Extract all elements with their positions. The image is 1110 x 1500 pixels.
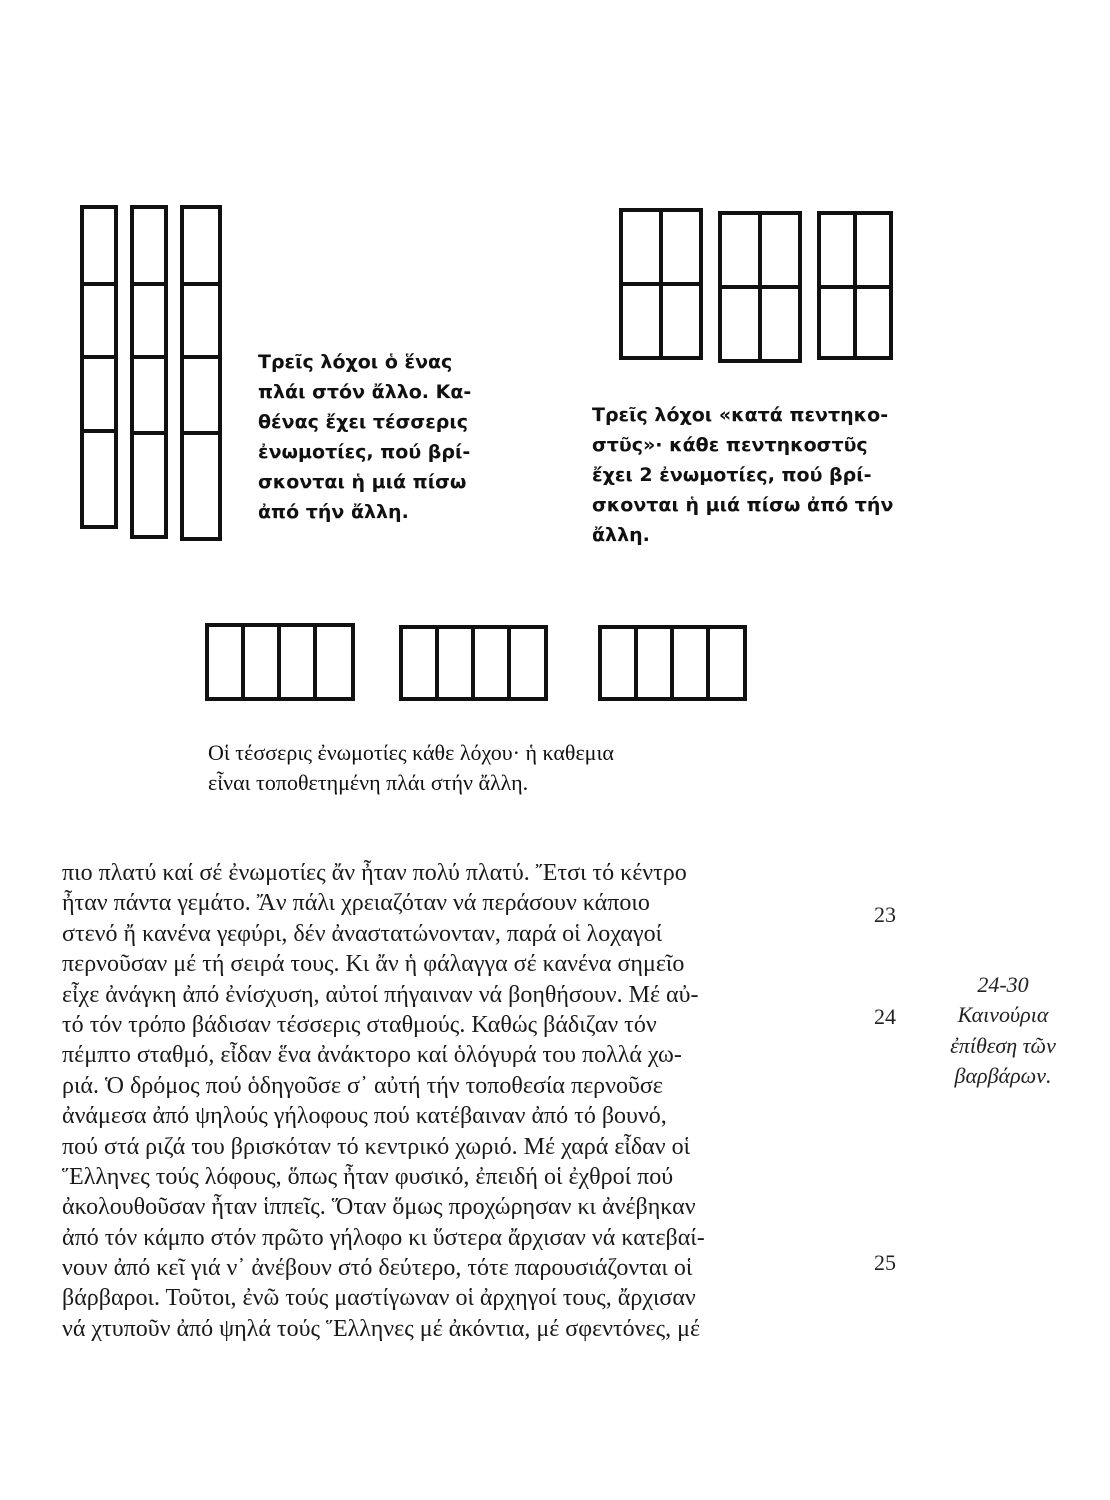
text-line: ριά. Ὁ δρόμος πού ὁδηγοῦσε σ᾽ αὐτή τήν τοποθεσία περνοῦσε: [62, 1072, 663, 1099]
caption-right: Τρεῖς λόχοι «κατά πεντηκο- στῦς»· κάθε πεντηκοστῦς ἔχει 2 ἐνωμοτίες, πού βρί- σκονται ἡ μιά πίσω ἀπό τήν ἄλλη.: [592, 404, 894, 546]
diagram-pentekostys-blocks: [615, 203, 900, 368]
body-text: [62, 858, 868, 1344]
text-line: εἶχε ἀνάγκη ἀπό ἐνίσχυση, αὐτοί πήγαιναν νά βοηθήσουν. Μέ αὐ-: [62, 981, 699, 1008]
diagram-side-by-side-blocks: [200, 617, 760, 707]
text-line: πέμπτο σταθμό, εἶδαν ἕνα ἀνάκτορο καί ὁλόγυρά του πολλά χω-: [62, 1042, 682, 1069]
text-line: νουν ἀπό κεῖ γιά ν᾽ ἀνέβουν στό δεύτερο, τότε παρουσιάζονται οἱ: [62, 1255, 693, 1282]
text-line: στενό ἤ κανένα γεφύρι, δέν ἀναστατώνονταν, παρά οἱ λοχαγοί: [62, 920, 663, 947]
text-line: βάρβαροι. Τοῦτοι, ἐνῶ τούς μαστίγωναν οἱ ἀρχηγοί τους, ἄρχισαν: [62, 1285, 696, 1312]
text-line: πού στά ριζά του βρισκόταν τό κεντρικό χωριό. Μέ χαρά εἶδαν οἱ: [62, 1133, 691, 1160]
column-3: [182, 207, 220, 539]
column-1: [82, 207, 116, 527]
caption-bottom: Οἱ τέσσερις ἐνωμοτίες κάθε λόχου· ἡ καθεμια εἶναι τοποθετημένη πλάι στήν ἄλλη.: [208, 740, 614, 795]
text-line: περνοῦσαν μέ τή σειρά τους. Κι ἄν ἡ φάλαγγα σέ κανένα σημεῖο: [62, 951, 685, 978]
text-line: ἀκολουθοῦσαν ἦταν ἱππεῖς. Ὅταν ὅμως προχώρησαν κι ἀνέβηκαν: [62, 1194, 696, 1221]
line-number-23: 23: [874, 902, 896, 927]
diagram-three-lochoi-columns: [78, 200, 228, 545]
line-number-24: 24: [874, 1004, 896, 1029]
margin-note: 24-30 Καινούρια ἐπίθεση τῶν βαρβάρων.: [950, 972, 1056, 1089]
text-line: ἀνάμεσα ἀπό ψηλούς γήλοφους πού κατέβαιναν ἀπό τό βουνό,: [62, 1103, 667, 1130]
text-line: νά χτυποῦν ἀπό ψηλά τούς Ἕλληνες μέ ἀκόντια, μέ σφεντόνες, μέ: [62, 1315, 701, 1342]
text-line: Ἕλληνες τούς λόφους, ὅπως ἦταν φυσικό, ἐπειδή οἱ ἐχθροί πού: [62, 1163, 674, 1190]
line-number-25: 25: [874, 1250, 896, 1275]
column-2: [132, 207, 166, 537]
text-line: ἦταν πάντα γεμάτο. Ἄν πάλι χρειαζόταν νά περάσουν κάποιο: [62, 890, 650, 917]
text-line: πιο πλατύ καί σέ ἐνωμοτίες ἄν ἦταν πολύ πλατύ. Ἔτσι τό κέντρο: [62, 860, 687, 886]
caption-left: Τρεῖς λόχοι ὁ ἕνας πλάι στόν ἄλλο. Κα- θένας ἔχει τέσσερις ἐνωμοτίες, πού βρί- σκονται ἡ μιά πίσω ἀπό τήν ἄλλη.: [258, 351, 472, 523]
text-line: ἀπό τόν κάμπο στόν πρῶτο γήλοφο κι ὕστερα ἄρχισαν νά κατεβαί-: [62, 1224, 705, 1251]
text-line: τό τόν τρόπο βάδισαν τέσσερις σταθμούς. Καθώς βάδιζαν τόν: [62, 1011, 657, 1038]
